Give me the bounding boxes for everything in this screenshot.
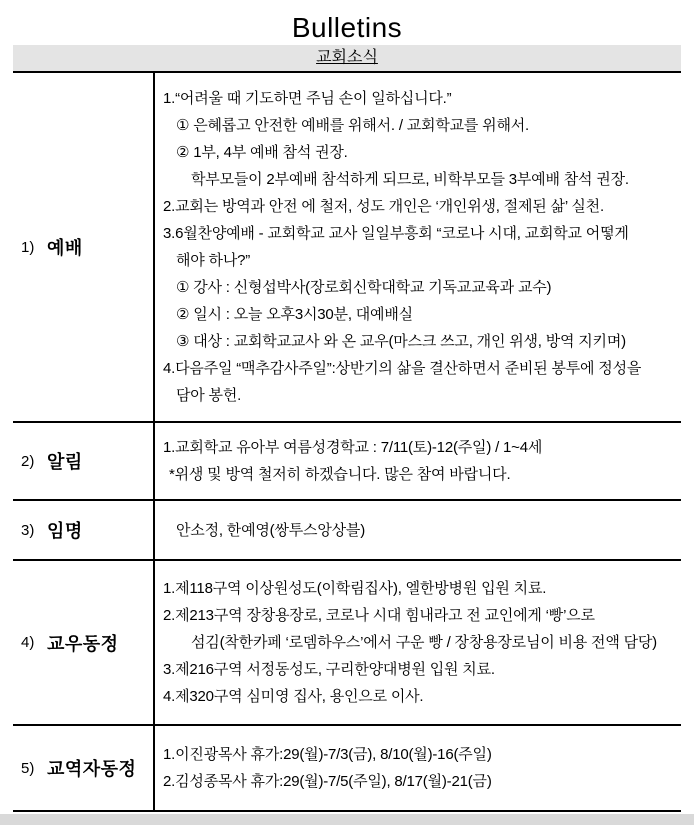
section-name: 알림 <box>47 452 83 472</box>
content-line: 학부모들이 2부예배 참석하게 되므로, 비학부모들 3부예배 참석 권장. <box>191 171 629 188</box>
content-line: 담아 봉헌. <box>176 387 242 404</box>
content-line: 1.제118구역 이상원성도(이학림집사), 엘한방병원 입원 치료. <box>163 580 547 597</box>
section-number: 4) <box>21 634 35 651</box>
section-label-cell <box>13 423 155 499</box>
content-line: ② 일시 : 오늘 오후3시30분, 대예배실 <box>176 306 413 323</box>
section-number: 3) <box>21 521 35 539</box>
content-line: 4.제320구역 심미영 집사, 용인으로 이사. <box>163 688 424 705</box>
section-label-cell <box>13 726 155 810</box>
section-name: 예배 <box>47 238 83 258</box>
bulletin-table <box>13 71 681 812</box>
content-line: ② 1부, 4부 예배 참석 권장. <box>176 144 348 161</box>
content-line: ① 은혜롭고 안전한 예배를 위해서. / 교회학교를 위해서. <box>176 117 530 134</box>
section-label-cell <box>13 73 155 421</box>
section-number: 1) <box>21 238 35 256</box>
content-line: 섬김(착한카페 ‘로뎀하우스’에서 구운 빵 / 장창용장로님이 비용 전액 담당) <box>191 634 657 651</box>
content-line: 4.다음주일 “맥추감사주일”:상반기의 삶을 결산하면서 준비된 봉투에 정성을 <box>163 360 642 377</box>
section-number: 5) <box>21 759 35 777</box>
content-line: 안소정, 한예영(쌍투스앙상블) <box>176 521 366 539</box>
page-title: Bulletins <box>291 12 403 43</box>
table-row <box>13 724 681 810</box>
section-content-cell <box>155 423 681 499</box>
content-line: 2.김성종목사 휴가:29(월)-7/5(주일), 8/17(월)-21(금) <box>163 773 492 790</box>
content-line: 2.제213구역 장창용장로, 코로나 시대 힘내라고 전 교인에게 ‘빵’으로 <box>163 607 595 624</box>
content-line: 1.“어려울 때 기도하면 주님 손이 일하십니다.” <box>163 90 452 107</box>
content-line: *위생 및 방역 철저히 하겠습니다. 많은 참여 바랍니다. <box>169 466 511 483</box>
section-label-cell <box>13 561 155 724</box>
section-name: 교역자동정 <box>47 759 137 779</box>
content-line: 3.6월찬양예배 - 교회학교 교사 일일부흥회 “코로나 시대, 교회학교 어떻게 <box>163 225 629 242</box>
section-content-cell <box>155 501 681 559</box>
content-line: 2.교회는 방역과 안전 에 철저, 성도 개인은 ‘개인위생, 절제된 삶’ 실천. <box>163 198 604 215</box>
section-name: 임명 <box>47 521 83 541</box>
section-content-cell <box>155 73 681 421</box>
section-header-bar <box>13 45 681 71</box>
content-line: 해야 하나?” <box>176 252 251 269</box>
section-label-cell <box>13 501 155 559</box>
content-line: ③ 대상 : 교회학교교사 와 온 교우(마스크 쓰고, 개인 위생, 방역 지키며) <box>176 333 626 350</box>
bottom-strip <box>0 814 694 825</box>
table-row <box>13 559 681 724</box>
section-name: 교우동정 <box>47 633 119 654</box>
content-line: ① 강사 : 신형섭박사(장로회신학대학교 기독교교육과 교수) <box>176 279 552 296</box>
content-line: 1.교회학교 유아부 여름성경학교 : 7/11(토)-12(주일) / 1~4세 <box>163 439 543 456</box>
content-line: 1.이진광목사 휴가:29(월)-7/3(금), 8/10(월)-16(주일) <box>163 746 492 763</box>
section-content-cell <box>155 726 681 810</box>
section-number: 2) <box>21 452 35 470</box>
table-row <box>13 499 681 559</box>
section-content-cell <box>155 561 681 724</box>
section-header-label: 교회소식 <box>316 49 378 66</box>
table-row <box>13 73 681 421</box>
content-line: 3.제216구역 서정동성도, 구리한양대병원 입원 치료. <box>163 661 495 678</box>
table-row <box>13 421 681 499</box>
